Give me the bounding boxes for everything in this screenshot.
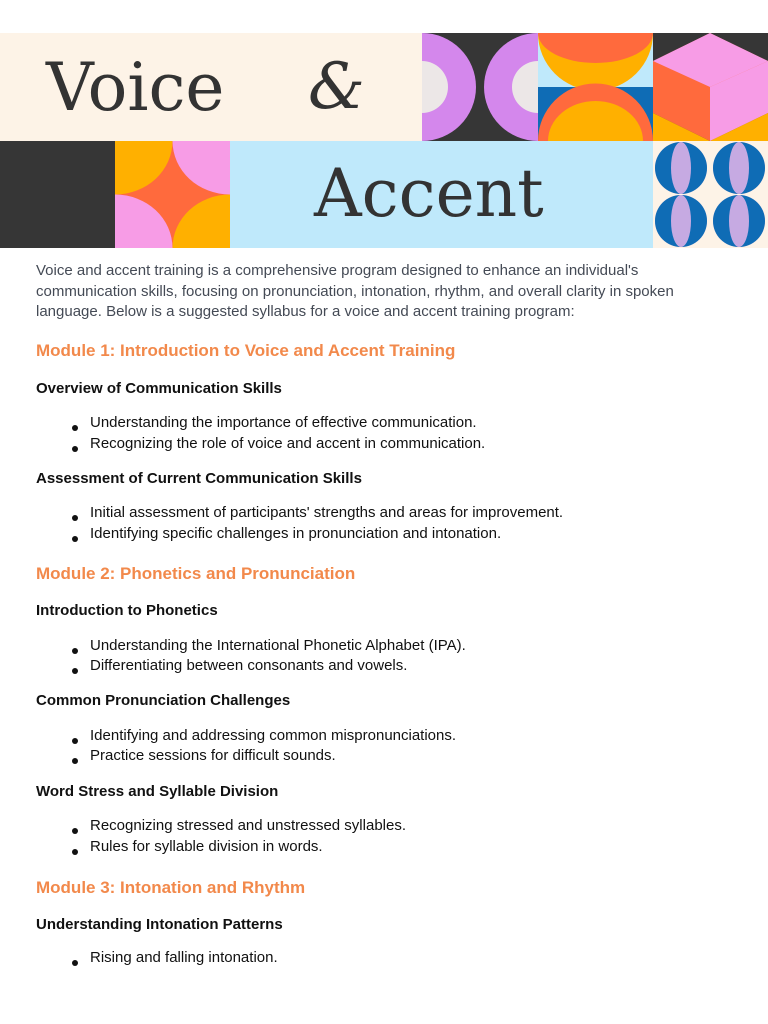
decor-charcoal-block [0, 141, 115, 248]
title-tile-accent [230, 141, 653, 248]
decor-circles-tile [653, 141, 768, 248]
decor-cube-tile [653, 33, 768, 141]
bullet-icon [72, 668, 78, 674]
bullet-icon [72, 446, 78, 452]
list-item: Understanding the importance of effective communication. [90, 414, 477, 431]
striped-circles [653, 141, 768, 248]
header-banner [0, 33, 768, 248]
bullet-icon [72, 515, 78, 521]
title-tile-voice [0, 33, 422, 141]
petal-shapes [115, 141, 230, 248]
list-item: Recognizing the role of voice and accent in communication. [90, 435, 486, 452]
bullet-icon [72, 828, 78, 834]
decor-sun-tile [538, 33, 653, 141]
title-ampersand: & [308, 50, 365, 124]
bullet-icon [72, 536, 78, 542]
module-3-title: Module 3: Intonation and Rhythm [36, 878, 306, 897]
bullet-icon [72, 648, 78, 654]
decor-petal-tile [115, 141, 230, 248]
bullet-icon [72, 849, 78, 855]
list-item: Recognizing stressed and unstressed syllables. [90, 817, 407, 834]
module-1-title: Module 1: Introduction to Voice and Accent Training [36, 341, 456, 360]
title-accent: Accent [314, 155, 544, 232]
bullet-icon [72, 960, 78, 966]
sun-shapes [538, 33, 653, 141]
bullet-icon [72, 425, 78, 431]
list-item: Practice sessions for difficult sounds. [90, 747, 336, 764]
list-item: Initial assessment of participants' strengths and areas for improvement. [90, 504, 564, 521]
section-title: Assessment of Current Communication Skills [36, 470, 362, 487]
list-item: Rules for syllable division in words. [90, 838, 323, 855]
list-item: Differentiating between consonants and vowels. [90, 657, 408, 674]
list-item: Identifying and addressing common mispronunciations. [90, 727, 457, 744]
bullet-icon [72, 738, 78, 744]
title-voice: Voice [46, 49, 225, 126]
decor-half-circles-tile [422, 33, 538, 141]
intro-paragraph: Voice and accent training is a comprehensive program designed to enhance an individual's communication skills, focusing on pronunciation, intonation, rhythm, and overall clarity in spoken language. Below is a suggested syllabus for a voice and accent training program: [36, 262, 674, 320]
bullet-icon [72, 758, 78, 764]
list-item: Rising and falling intonation. [90, 949, 278, 966]
cube-shape [653, 33, 768, 141]
section-title: Overview of Communication Skills [36, 380, 282, 397]
half-circles-shape [422, 33, 538, 141]
list-item: Understanding the International Phonetic Alphabet (IPA). [90, 637, 466, 654]
section-title: Introduction to Phonetics [36, 602, 218, 619]
module-2-title: Module 2: Phonetics and Pronunciation [36, 564, 356, 583]
section-title: Understanding Intonation Patterns [36, 916, 283, 933]
section-title: Word Stress and Syllable Division [36, 783, 279, 800]
section-title: Common Pronunciation Challenges [36, 692, 291, 709]
list-item: Identifying specific challenges in pronunciation and intonation. [90, 525, 502, 542]
